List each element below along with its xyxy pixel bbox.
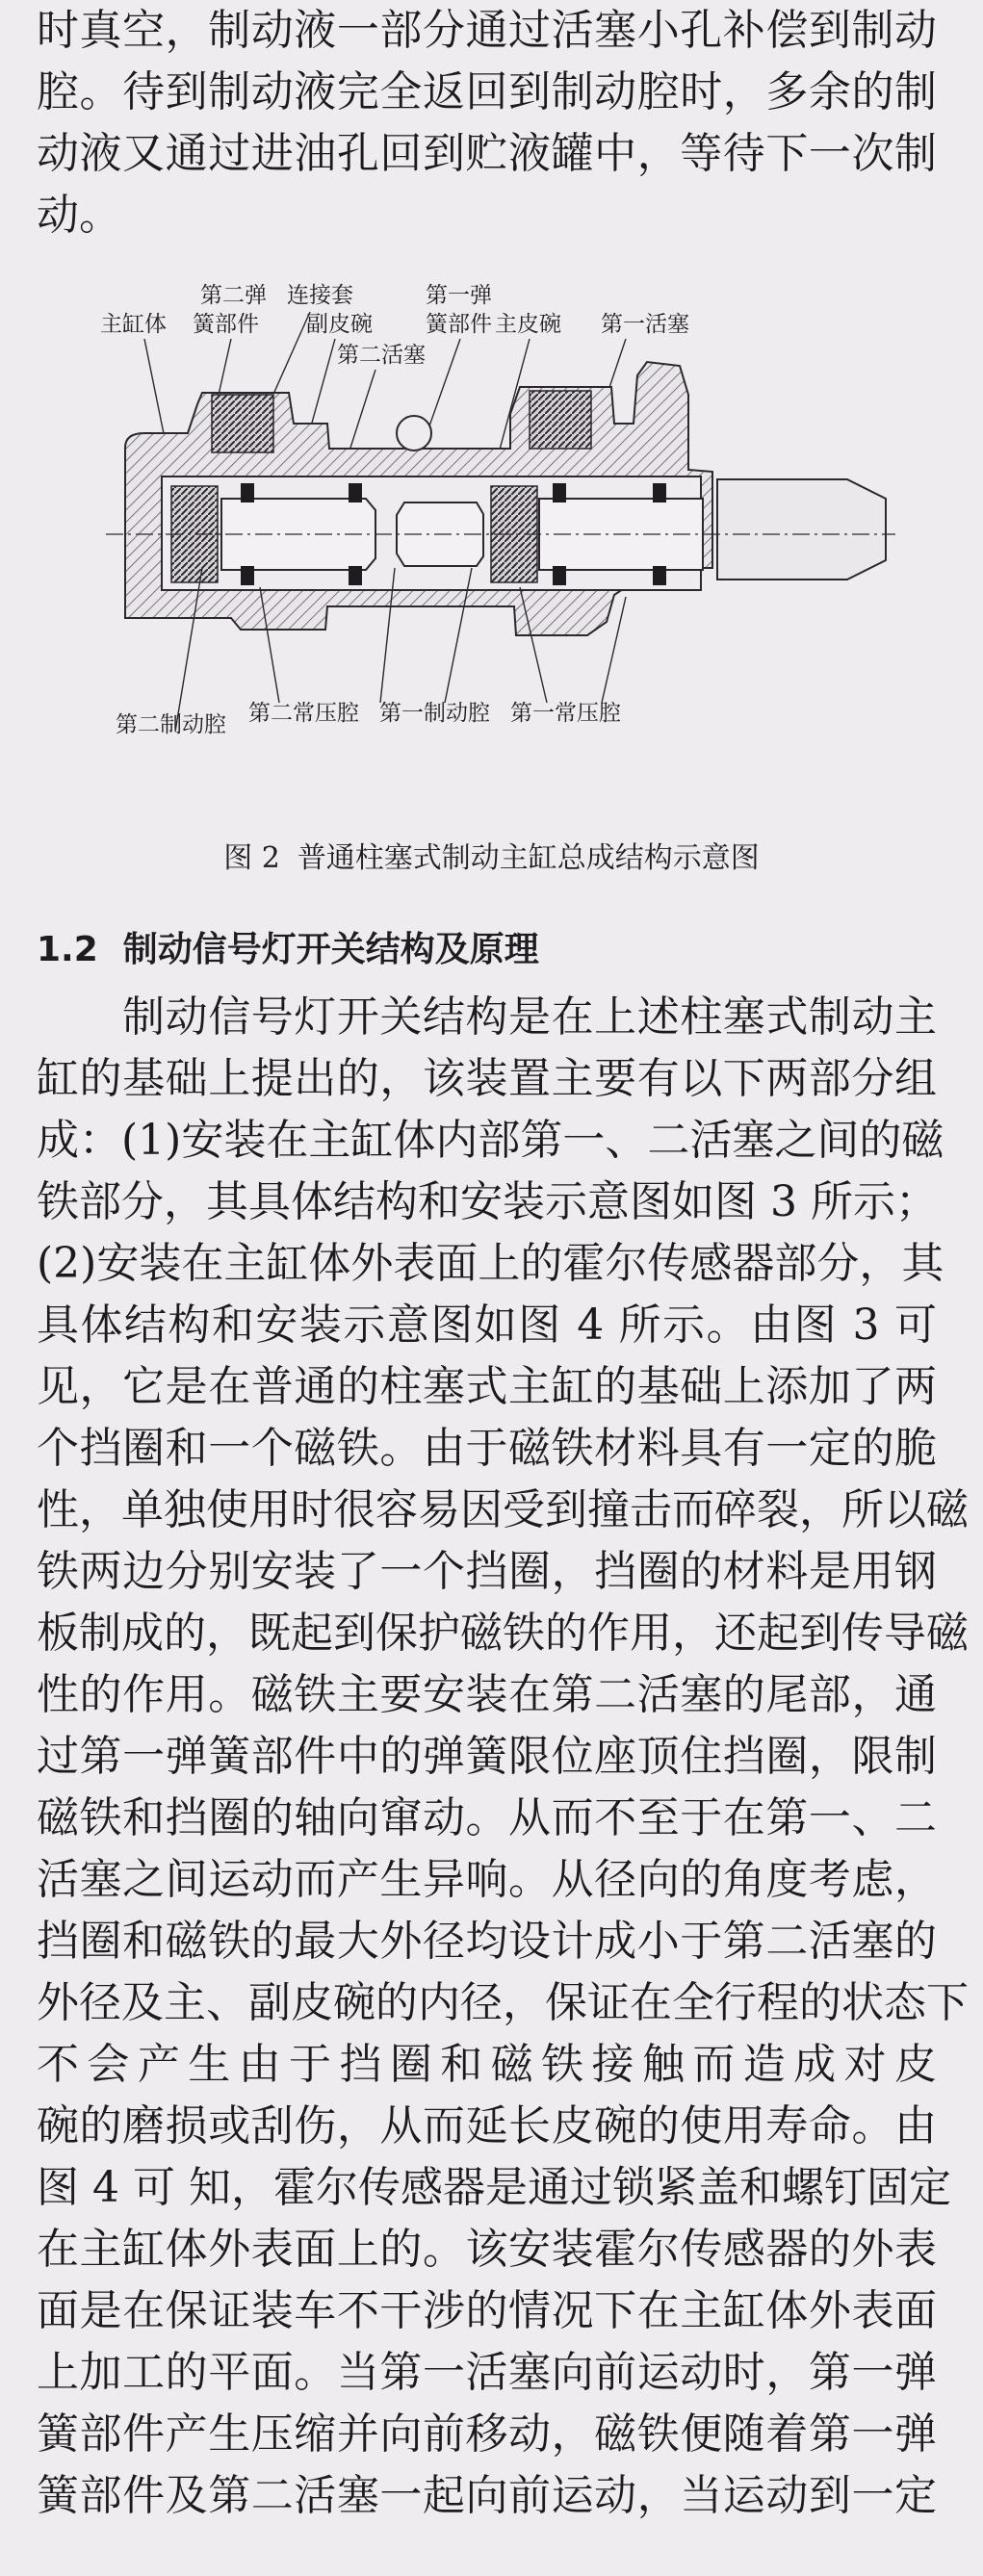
section-heading <box>37 922 539 971</box>
text-line: 活塞之间运动而产生异响。从径向的角度考虑， <box>37 1855 937 1904</box>
caption-text: 普通柱塞式制动主缸总成结构示意图 <box>297 841 760 875</box>
caption-number: 图 2 <box>223 841 280 875</box>
label-second-pressure-chamber: 第二常压腔 <box>248 701 359 726</box>
text-line: 见，它是在普通的柱塞式主缸的基础上添加了两 <box>37 1362 937 1411</box>
text-line: (2)安装在主缸体外表面上的霍尔传感器部分，其 <box>37 1239 944 1288</box>
label-aux-cup: 副皮碗 <box>306 312 373 337</box>
label-main-body: 主缸体 <box>100 312 167 337</box>
text-line: 具体结构和安装示意图如图 4 所示。由图 3 可 <box>37 1301 937 1350</box>
label-second-spring: 簧部件 <box>193 312 259 337</box>
section-title: 制动信号灯开关结构及原理 <box>122 930 539 969</box>
text-line: 制动信号灯开关结构是在上述柱塞式制动主 <box>37 992 937 1042</box>
text-line: 铁部分，其具体结构和安装示意图如图 3 所示； <box>37 1177 938 1226</box>
label-first-pressure-chamber: 第一常压腔 <box>510 701 621 726</box>
text-line: 簧部件及第二活塞一起向前运动，当运动到一定 <box>37 2471 937 2520</box>
text-line: 不会产生由于挡圈和磁铁接触而造成对皮 <box>37 2040 937 2089</box>
label-connector: 连接套 <box>287 283 353 308</box>
text-line: 外径及主、副皮碗的内径，保证在全行程的状态下 <box>37 1978 969 2027</box>
text-line: 板制成的，既起到保护磁铁的作用，还起到传导磁 <box>37 1609 969 1658</box>
text-line: 性的作用。磁铁主要安装在第二活塞的尾部，通 <box>37 1670 937 1719</box>
label-second-piston: 第二活塞 <box>337 343 426 368</box>
text-line: 图 4 可 知，霍尔传感器是通过锁紧盖和螺钉固定 <box>37 2163 951 2212</box>
text-line: 腔。待到制动液完全返回到制动腔时，多余的制 <box>37 67 937 116</box>
text-line: 动液又通过进油孔回到贮液罐中，等待下一次制 <box>37 129 937 178</box>
text-line: 铁两边分别安装了一个挡圈，挡圈的材料是用钢 <box>37 1547 937 1596</box>
text-line: 面是在保证装车不干涉的情况下在主缸体外表面 <box>37 2286 937 2335</box>
text-line: 在主缸体外表面上的。该安装霍尔传感器的外表 <box>37 2225 937 2274</box>
text-line: 磁铁和挡圈的轴向窜动。从而不至于在第一、二 <box>37 1793 937 1842</box>
label-first-brake-chamber: 第一制动腔 <box>379 701 490 726</box>
text-line: 碗的磨损或刮伤，从而延长皮碗的使用寿命。由 <box>37 2101 937 2151</box>
master-cylinder-diagram <box>87 279 895 765</box>
label-first-spring: 第一弹 <box>426 283 492 308</box>
text-line: 簧部件产生压缩并向前移动，磁铁便随着第一弹 <box>37 2409 937 2459</box>
label-second-spring: 第二弹 <box>200 283 267 308</box>
body-paragraph <box>37 987 969 2527</box>
text-line: 上加工的平面。当第一活塞向前运动时，第一弹 <box>37 2348 937 2397</box>
label-first-spring: 簧部件 <box>426 312 492 337</box>
text-line: 过第一弹簧部件中的弹簧限位座顶住挡圈，限制 <box>37 1732 937 1781</box>
section-number: 1.2 <box>37 930 98 969</box>
intro-paragraph <box>37 0 937 246</box>
label-first-piston: 第一活塞 <box>601 312 689 337</box>
label-main-cup: 主皮碗 <box>495 312 561 337</box>
text-line: 动。 <box>37 191 121 240</box>
text-line: 挡圈和磁铁的最大外径均设计成小于第二活塞的 <box>37 1917 937 1966</box>
text-line: 缸的基础上提出的，该装置主要有以下两部分组 <box>37 1054 937 1103</box>
text-line: 成：(1)安装在主缸体内部第一、二活塞之间的磁 <box>37 1116 944 1165</box>
text-line: 时真空，制动液一部分通过活塞小孔补偿到制动 <box>37 6 937 55</box>
label-second-brake-chamber: 第二制动腔 <box>116 712 226 737</box>
text-line: 个挡圈和一个磁铁。由于磁铁材料具有一定的脆 <box>37 1424 937 1473</box>
text-line: 性，单独使用时很容易因受到撞击而碎裂，所以磁 <box>37 1485 969 1534</box>
figure-caption <box>0 834 983 876</box>
